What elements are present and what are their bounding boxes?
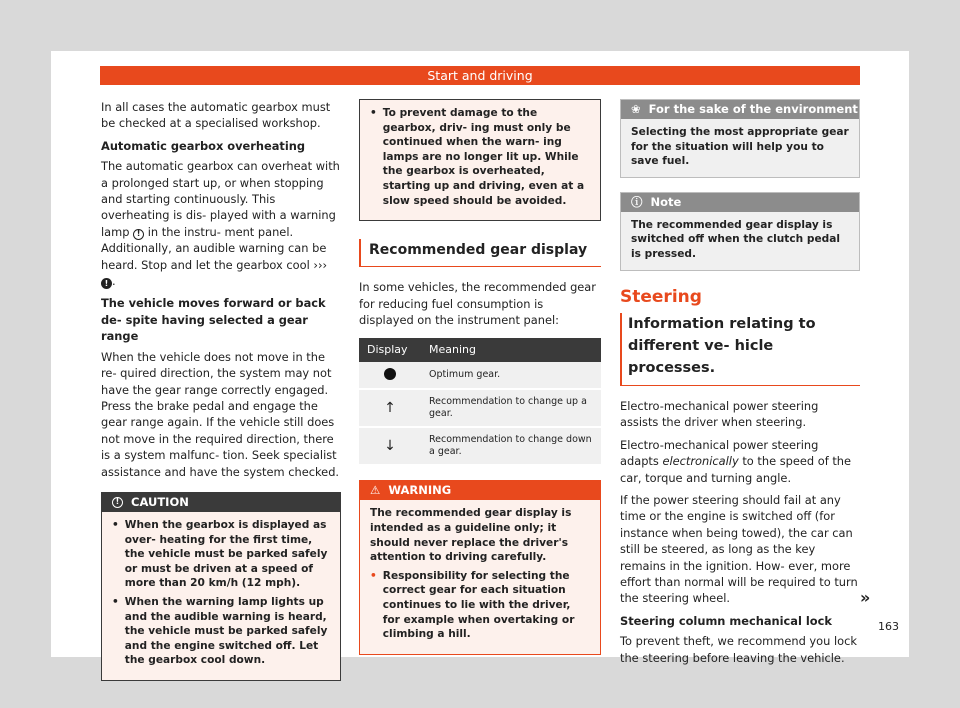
section-title-information: Information relating to different ve- hicle processes. [620, 313, 860, 386]
chapter-title-steering: Steering [620, 286, 702, 307]
page-number: 163 [878, 620, 899, 633]
list-item: • When the gearbox is displayed as over- heating for the first time, the vehicle must be parked safely or must be driven at a speed of more than 20 km/h (12 mph). [112, 518, 328, 590]
info-icon: ⓘ [631, 194, 643, 209]
gear-display-table [359, 338, 601, 466]
warning-header: ⚠ WARNING [360, 481, 600, 500]
environment-header: ❀ For the sake of the environment [621, 100, 859, 119]
caution-icon: ! [112, 497, 123, 508]
caution-box [101, 492, 341, 681]
caution-continued-body [360, 100, 600, 220]
warning-triangle-icon: ⚠ [370, 483, 381, 498]
subheading-vehicle-moves: The vehicle moves forward or back de- spite having selected a gear range [101, 296, 326, 344]
arrow-down-icon: ↓ [384, 438, 396, 455]
table-header: Display [359, 338, 421, 362]
continue-marker: » [860, 588, 871, 607]
arrow-up-icon: ↑ [384, 400, 396, 417]
list-item: • Responsibility for selecting the correct gear for each situation continues to lie with the driver, for example when overtaking or climbing a hill. [370, 569, 575, 641]
warning-lamp-icon: ! [133, 229, 144, 240]
column-2 [359, 99, 601, 655]
note-body: The recommended gear display is switched off when the clutch pedal is pressed. [631, 218, 840, 260]
subheading-steering-lock: Steering column mechanical lock [620, 613, 832, 628]
subheading-overheating: Automatic gearbox overheating [101, 138, 306, 153]
caution-ref-icon: ! [101, 278, 112, 289]
dot-icon [384, 368, 396, 380]
warning-body: The recommended gear display is intended as a guideline only; it should never replace the driver's attention to driving carefully. • Responsibility for selecting the correct gear for each situation continues to lie with the driver, for example when overtaking or climbing a hill. [360, 500, 600, 653]
column-1 [101, 99, 341, 681]
paragraph: To prevent theft, we recommend you lock the steering before leaving the vehicle. [620, 634, 857, 665]
page-header: Start and driving [100, 66, 860, 85]
list-item: • To prevent damage to the gearbox, driv- ing must only be continued when the warn- ing lamps are no longer lit up. While the gearbox is overheated, starting up and driving, even at a slow speed should be avoided. [370, 107, 585, 207]
paragraph: In some vehicles, the recommended gear for reducing fuel consumption is displayed on the instrument panel: [359, 280, 596, 327]
flower-icon: ❀ [631, 102, 641, 116]
list-item: • When the warning lamp lights up and the audible warning is heard, the vehicle must be parked safely and the engine switched off. Let the gearbox cool down. [112, 595, 328, 667]
note-header: ⓘ Note [621, 193, 859, 212]
table-row: ↑ Recommendation to change up a gear. [359, 389, 601, 427]
caution-header: ! CAUTION [102, 493, 340, 512]
column-3 [620, 99, 860, 672]
section-title-gear-display: Recommended gear display [359, 239, 601, 267]
paragraph: If the power steering should fail at any time or the engine is switched off (for instance when being towed), the car can still be steered, as long as the key remains in the ignition. How- ever, more effort than normal will be required to turn the steering wheel. [620, 493, 858, 606]
caution-body [102, 512, 340, 680]
cross-reference[interactable]: ››› [313, 257, 328, 272]
note-box [620, 192, 860, 271]
paragraph: In all cases the automatic gearbox must be checked at a specialised workshop. [101, 100, 331, 131]
table-header: Meaning [421, 338, 601, 362]
table-row: Optimum gear. [359, 362, 601, 389]
environment-body: Selecting the most appropriate gear for the situation will help you to save fuel. [631, 126, 849, 168]
environment-box [620, 99, 860, 178]
warning-box [359, 480, 601, 654]
paragraph: When the vehicle does not move in the re- quired direction, the system may not have the gear range correctly engaged. Press the brake pedal and engage the gear range again. If the vehicle still does not move in the required direction, there is a system malfunc- tion. Seek specialist assistance and have the system checked. [101, 349, 340, 479]
paragraph: Electro-mechanical power steering assists the driver when steering. [620, 398, 819, 430]
paragraph: Electro-mechanical power steering adapts electronically to the speed of the car, torque and turning angle. [620, 437, 852, 485]
paragraph-overheating: The automatic gearbox can overheat with a prolonged start up, or when stopping and starting continuously. This overheating is dis- played with a warning lamp ! in the instru- ment panel. Additionally, an audible warning can be heard. Stop and let the gearbox cool ››› ! . [101, 159, 340, 289]
table-row: ↓ Recommendation to change down a gear. [359, 427, 601, 465]
caution-continued-box [359, 99, 601, 221]
